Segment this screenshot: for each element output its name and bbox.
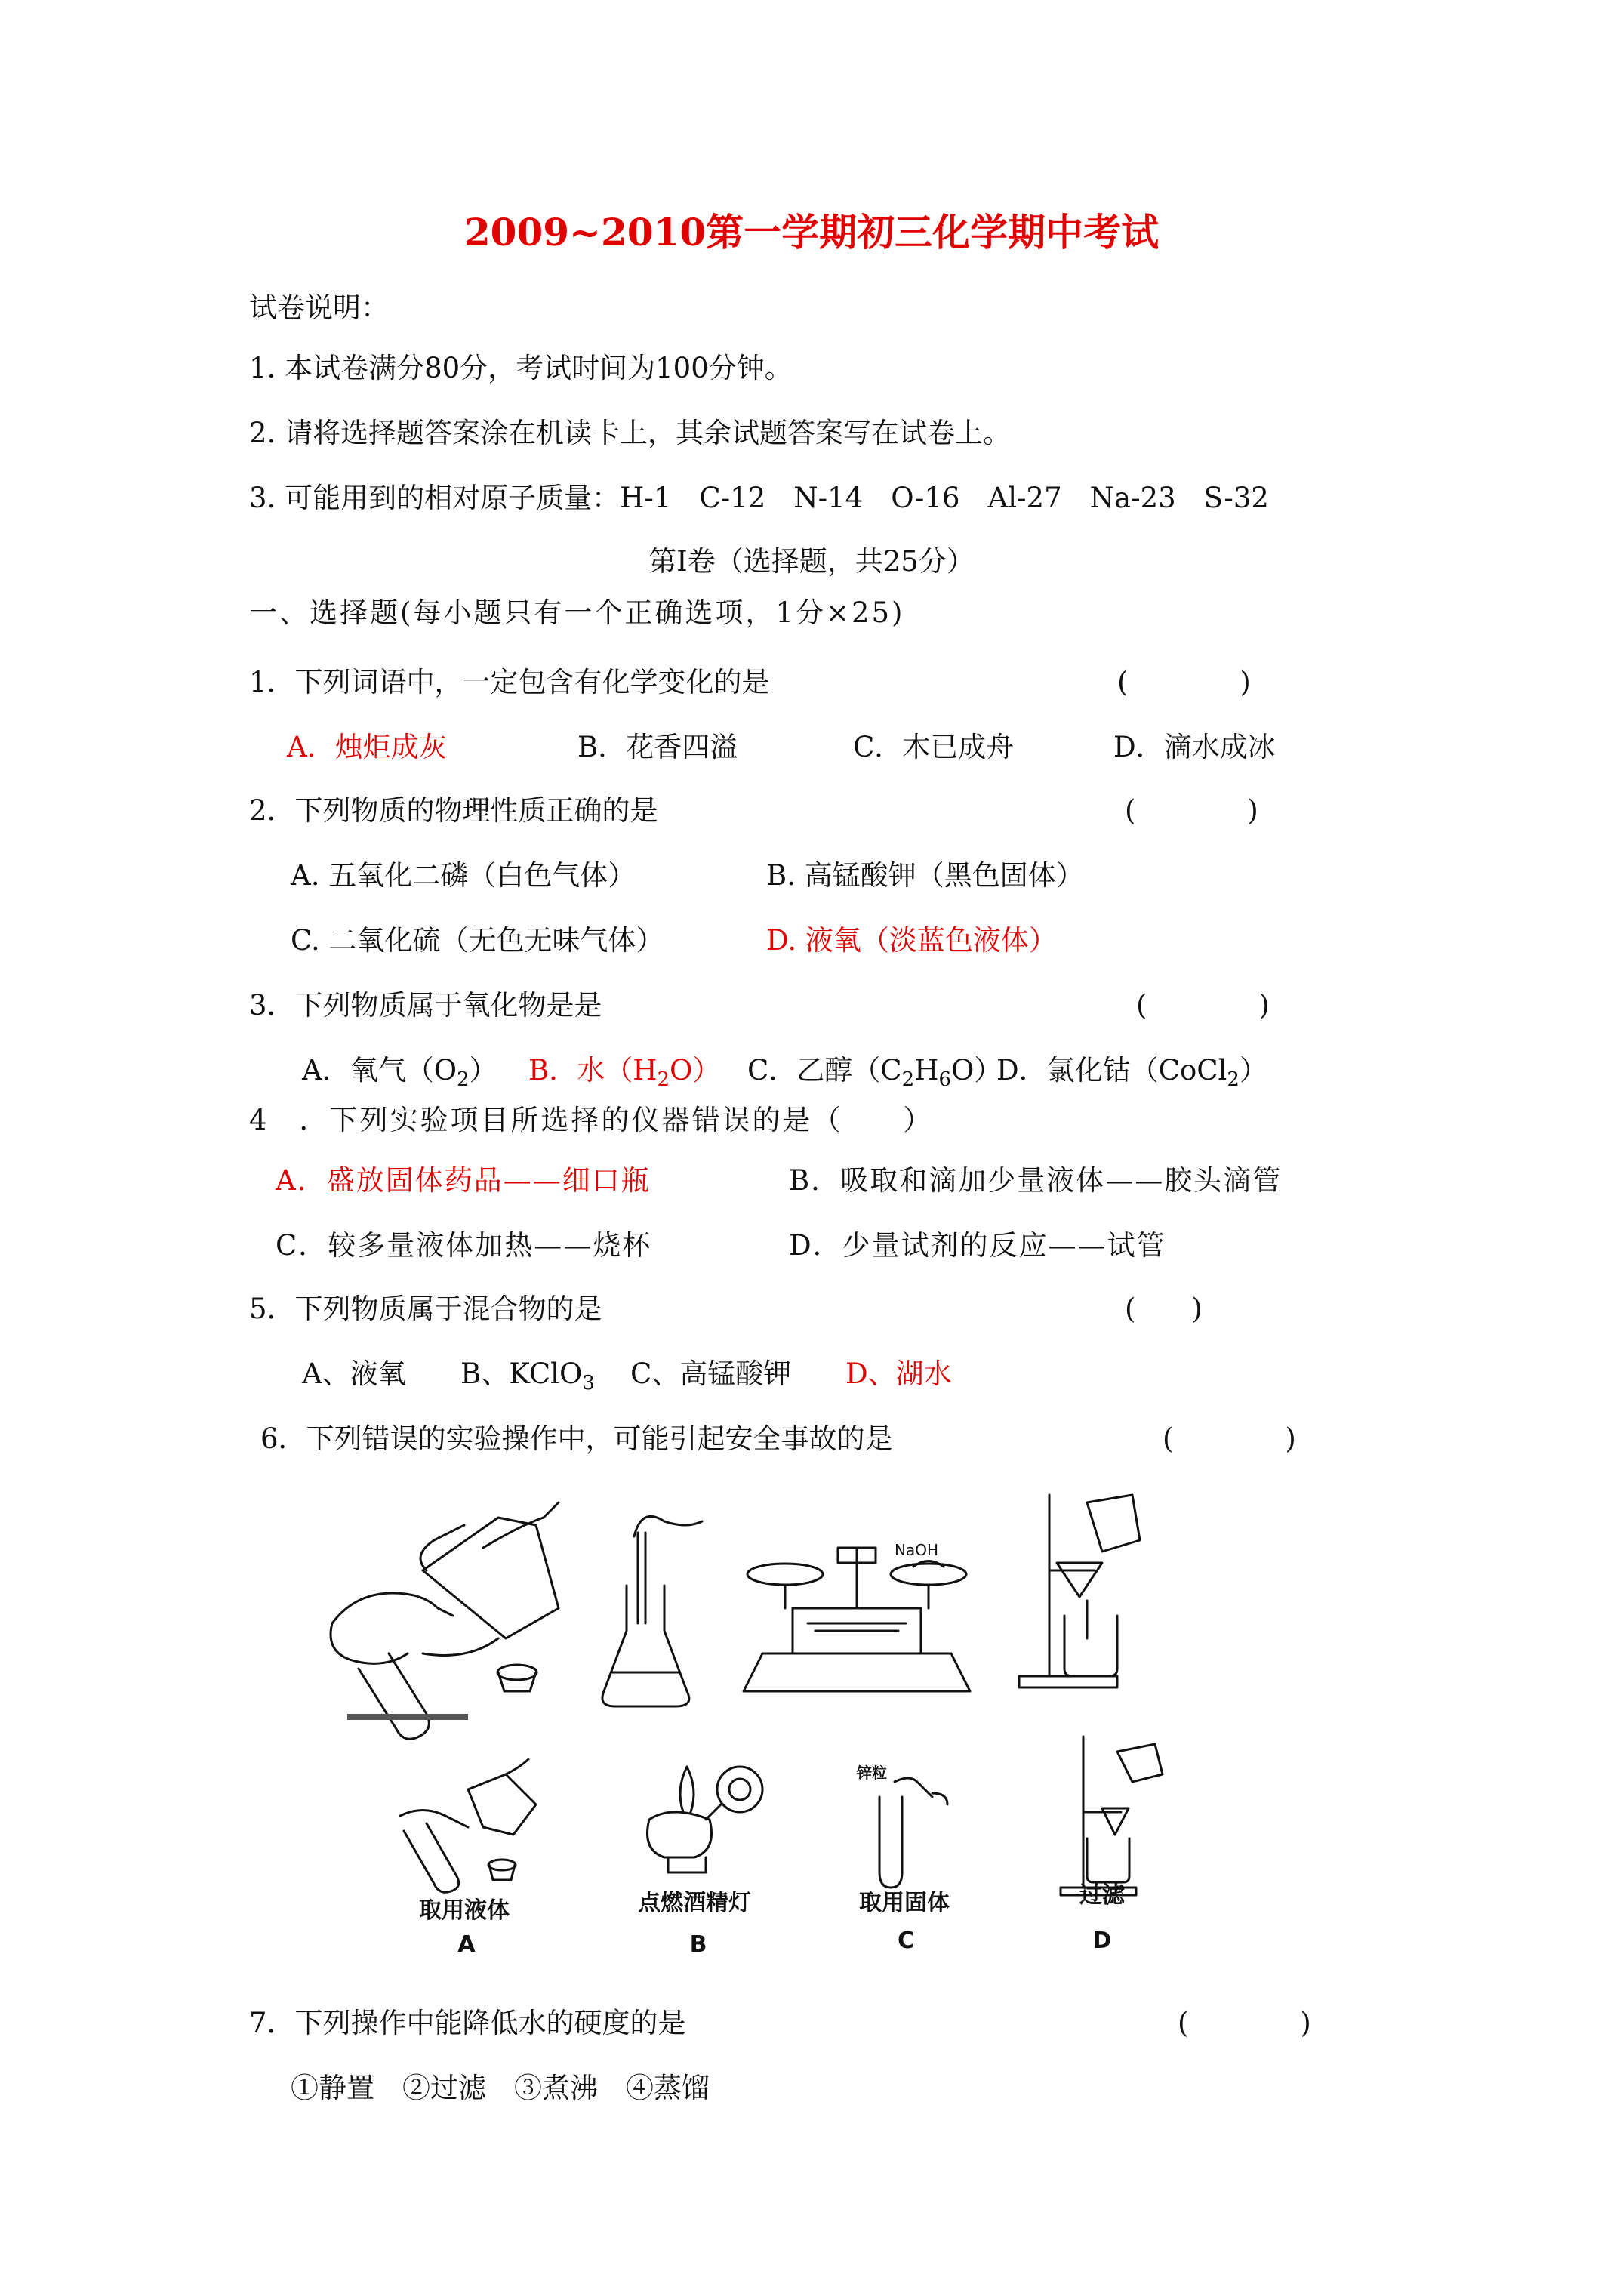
q1-option-b: B．花香四溢	[577, 731, 738, 763]
volume-title: 第Ⅰ卷（选择题，共25分）	[648, 545, 975, 578]
filtration-icon	[1061, 1737, 1163, 1895]
page-title: 2009~2010第一学期初三化学期中考试	[463, 210, 1160, 254]
zinc-label: 锌粒	[857, 1764, 887, 1782]
q6-answer-blank: ( )	[1163, 1422, 1296, 1455]
q5-option-d: D、湖水	[845, 1358, 952, 1390]
q1-option-a: A．烛炬成灰	[287, 731, 447, 763]
section-heading: 一、选择题(每小题只有一个正确选项，1分×25)	[249, 596, 905, 629]
q1-option-d: D．滴水成冰	[1113, 731, 1276, 763]
caption-d-letter: D	[1092, 1928, 1112, 1954]
q5-stem: 5．下列物质属于混合物的是	[249, 1293, 602, 1325]
q7-options: ①静置 ②过滤 ③煮沸 ④蒸馏	[291, 2072, 710, 2104]
scan-noise	[347, 1714, 468, 1720]
q4-option-b: B．吸取和滴加少量液体——胶头滴管	[789, 1164, 1283, 1197]
filtration-large-icon	[1019, 1495, 1140, 1687]
q3-option-d: D．氯化钴（CoCl$_2$）	[996, 1054, 1267, 1091]
q3-stem: 3．下列物质属于氧化物是是	[249, 989, 602, 1022]
q2-option-d: D. 液氧（淡蓝色液体）	[766, 924, 1057, 957]
q2-answer-blank: ( )	[1125, 794, 1258, 827]
q5-answer-blank: ( )	[1125, 1293, 1203, 1325]
q1-option-c: C．木已成舟	[853, 731, 1015, 763]
pouring-liquid-icon	[400, 1759, 536, 1892]
caption-b-letter: B	[689, 1931, 707, 1958]
dropper-flask-large-icon	[602, 1516, 702, 1706]
q7-stem: 7．下列操作中能降低水的硬度的是	[249, 2007, 686, 2039]
naoh-label: NaOH	[895, 1541, 938, 1559]
caption-a: 取用液体	[419, 1897, 510, 1924]
alcohol-lamp-icon	[648, 1767, 763, 1872]
q3-answer-blank: ( )	[1136, 989, 1270, 1022]
q2-option-a: A. 五氧化二磷（白色气体）	[291, 859, 636, 892]
q3-option-a: A．氧气$(O_2)$	[302, 1054, 497, 1091]
q1-answer-blank: ( )	[1117, 666, 1251, 698]
instruction-item-2: 2. 请将选择题答案涂在机读卡上，其余试题答案写在试卷上。	[249, 417, 1012, 449]
balance-naoh-icon	[744, 1548, 970, 1691]
q5-option-c: C、高锰酸钾	[630, 1358, 792, 1390]
q6-stem: 6．下列错误的实验操作中，可能引起安全事故的是	[260, 1422, 893, 1455]
caption-a-letter: A	[457, 1931, 476, 1958]
q4-option-c: C．较多量液体加热——烧杯	[276, 1229, 652, 1262]
caption-c-letter: C	[897, 1928, 915, 1954]
q7-answer-blank: ( )	[1178, 2007, 1311, 2039]
q4-option-a: A．盛放固体药品——细口瓶	[276, 1164, 651, 1197]
q3-option-c: C．乙醇$(C_2H_6O)$	[747, 1054, 1002, 1091]
q5-option-b: B、KClO$_3$	[460, 1358, 595, 1395]
q3-option-b: B．水$(H_2O)$	[528, 1054, 721, 1091]
caption-b: 点燃酒精灯	[638, 1890, 751, 1916]
adding-solid-icon	[879, 1778, 947, 1888]
q1-stem: 1．下列词语中，一定包含有化学变化的是	[249, 666, 770, 698]
q2-option-b: B. 高锰酸钾（黑色固体）	[766, 859, 1084, 892]
caption-c: 取用固体	[859, 1890, 950, 1916]
pouring-liquid-large-icon	[331, 1502, 559, 1739]
instructions-heading: 试卷说明：	[249, 291, 389, 324]
instruction-item-1: 1. 本试卷满分80分，考试时间为100分钟。	[249, 352, 793, 384]
q4-stem: 4 ．下列实验项目所选择的仪器错误的是（ ）	[249, 1104, 934, 1136]
q5-option-a: A、液氧	[302, 1358, 406, 1390]
caption-d: 过滤	[1079, 1882, 1125, 1909]
q4-option-d: D．少量试剂的反应——试管	[789, 1229, 1166, 1262]
instruction-item-3: 3. 可能用到的相对原子质量：H-1 C-12 N-14 O-16 Al-27 Na-23 S-32	[249, 482, 1269, 514]
q2-option-c: C. 二氧化硫（无色无味气体）	[291, 924, 664, 957]
q2-stem: 2．下列物质的物理性质正确的是	[249, 794, 658, 827]
